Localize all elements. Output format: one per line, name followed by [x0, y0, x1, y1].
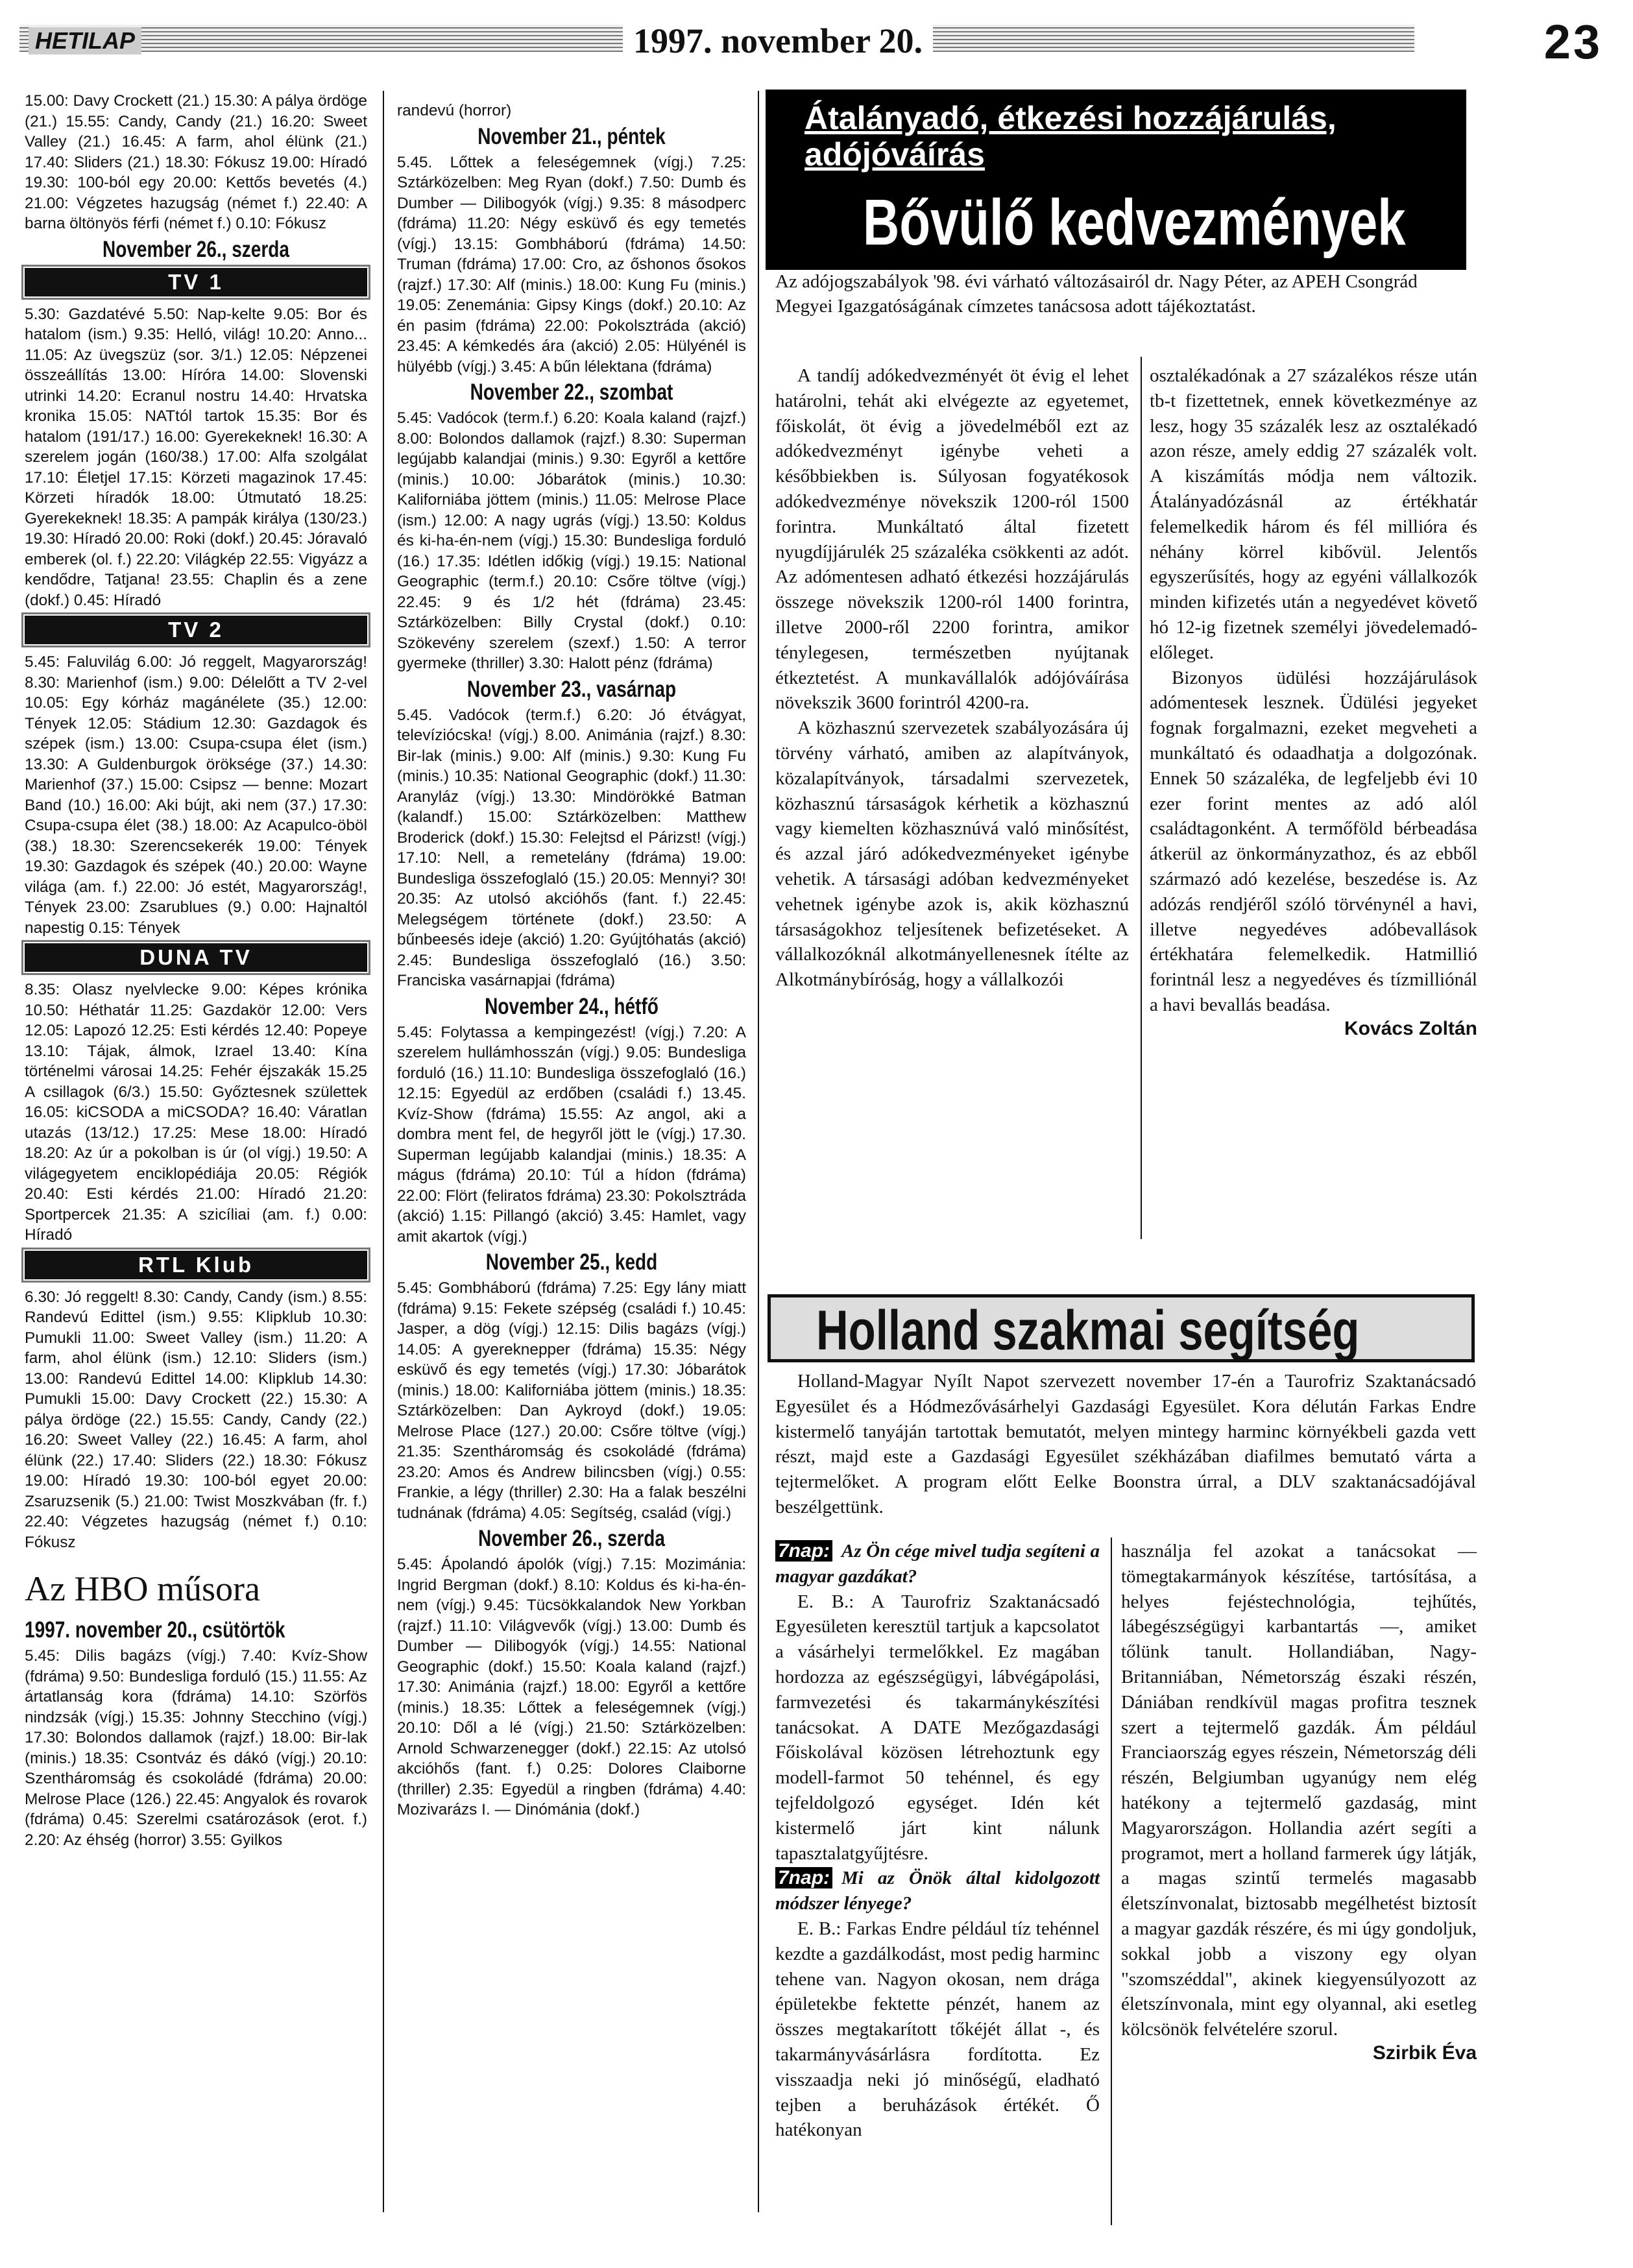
dutch-article-lead — [775, 1369, 1476, 1520]
paragraph: használja fel azokat a tanácsokat — tömegtakarmányok készítése, tartósítása, a helyes fejéstechnológia, tejhűtés, lábegészségügyi karbantartás —, amiket tőlünk tanult. Hollandiában, Nagy-Britanniában, Németország északi részén, Dániában rendkívül magas profitra tesznek szert a tejtermelő gazdák. Ám például Franciaország egyes részein, Németország déli részén, Belgiumban ugyanúgy nem elég hatékony a tejtermelő gazdaság, mint Magyarországon. Hollandia azért segíti a programot, mert a holland farmerek úgy látják, a magas szintű termelés magasabb életszínvonalat, biztosabb megélhetést biztosít a magyar gazdák részére, és mi úgy gondoljuk, sokkal jobb a viszony egy olyan "szomszéddal", akinek kiegyensúlyozott az életszínvonala, mint egy olyannal, aki esetleg kölcsönök felvételére szorul. — [1121, 1541, 1477, 2040]
page-header — [19, 15, 1609, 69]
interview-question — [775, 1866, 1100, 1916]
paragraph: E. B.: A Taurofriz Szaktanácsadó Egyesületen keresztül tartjuk a kapcsolatot a vásárhelyi termelőkkel. Ez magában hordozza az egészségügyi, lábvégápolási, farmvezetési és takarmánykészítési tanácsokat. A DATE Mezőgazdasági Főiskolával közösen létrehoztunk egy modell-farmot 50 tehénnel, és egy tejfeldolgozó egységet. Idén két kistermelő járt kint nálunk tapasztalatgyűjtésre. — [775, 1591, 1100, 1864]
column-rule — [1141, 357, 1142, 1239]
paragraph: A közhasznú szervezetek szabályozására új törvény várható, amiben az alapítványok, közalapítványok, társadalmi szervezetek, közhasznú társaságok kérhetik a közhasznú vagy kiemelten közhasznúvá való minősítést, és azzal járó adókedvezményeket igénybe vehetik. A társasági adóban kedvezményeket vehetnek igénybe azok is, akik közhasznú társaságokhoz teljesítenek befizetéseket. A vállalkozóknál alkotmányellenesnek ítélte az Alkotmánybíróság, hogy a vállalkozói — [775, 718, 1129, 991]
listing-text: 5.45: Faluvilág 6.00: Jó reggelt, Magyarország! 8.30: Marienhof (ism.) 9.00: Délelőtt a TV 2-vel 10.05: Egy kórház magánélete (35.) 12.00: Tények 12.05: Stádium 12.30: Gazdagok és szépek (ism.) 13.00: Csupa-csupa élet (ism.) 13.30: A Guldenburgok öröksége (37.) 14.30: Marienhof (37.) 15.00: Csipsz — benne: Mozart Band (10.) 16.00: Aki bújt, aki nem (37.) 17.30: Csupa-csupa élet (38.) 18.00: Az Acapulco-öböl (38.) 18.30: Szerencsekerék 19.00: Tények 19.30: Gazdagok és szépek (40.) 20.00: Wayne világa (am. f.) 22.00: Jó estét, Magyarország!, Tények 23.00: Zsarublues (9.) 0.00: Hajnaltól napestig 0.15: Tények — [25, 653, 367, 937]
article-headline: Bővülő kedvezmények — [863, 186, 1406, 259]
column-rule — [1111, 1538, 1112, 2225]
tax-article-headline-box — [766, 90, 1466, 270]
interview-question — [775, 1539, 1100, 1589]
tv-column-1 — [25, 91, 367, 1850]
channel-tv2: TV 2 — [25, 616, 367, 644]
dutch-article-headline-box — [768, 1294, 1475, 1362]
question-text: Mi az Önök által kidolgozott módszer lényege? — [775, 1868, 1100, 1914]
article-kicker: Átalányadó, étkezési hozzájárulás, adójóváírás — [804, 100, 1337, 173]
day-heading: November 21., péntek — [478, 123, 666, 149]
listing-text: 5.45: Folytassa a kempingezést! (vígj.) 7.20: A szerelem hullámhosszán (vígj.) 9.05: Bundesliga forduló (16.) 11.10: Bundesliga összefoglaló (16.) 12.15: Egyedül az erdőben (családi f.) 13.45. Kvíz-Show (fdráma) 15.55: Az angol, aki a dombra ment fel, de hegyről jött le (vígj.) 17.30. Superman legújabb kalandjai (minis.) 18.35: A mágus (fdráma) 20.10: Túl a hídon (fdráma) 22.00: Flört (feliratos fdráma) 23.30: Pokolsztráda (akció) 1.15: Pillangó (akció) 3.45: Hamlet, vagy amit akartok (vígj.) — [397, 1023, 746, 1246]
paragraph: Holland-Magyar Nyílt Napot szervezett november 17-én a Taurofriz Szaktanácsadó Egyesület és a Hódmezővásárhelyi Gazdasági Egyesület. Kora délután Farkas Endre kistermelő tanyáján tartottak bemutatót, melyen mintegy harminc környékbeli gazda vett részt, majd este a Gazdasági Egyesület székházában diafilmes bemutató várta a tejtermelőket. A program előtt Eelke Boonstra úrral, a DLV szaktanácsadójával beszélgettünk. — [775, 1371, 1476, 1517]
channel-duna: DUNA TV — [25, 943, 367, 972]
issue-date: 1997. november 20. — [623, 21, 933, 61]
day-heading: November 25., kedd — [485, 1249, 658, 1275]
day-heading: November 24., hétfő — [485, 993, 659, 1019]
paragraph: A tandíj adókedvezményét öt évig el lehet határolni, tehát aki elvégezte az egyetemet, főiskolát, öt évig a jövedelméből ezt az adókedvezményt igénybe veheti a későbbiekben is. Súlyosan fogyatékosok adókedvezménye növekszik 1200-ról 1500 forintra. Munkáltató által fizetett nyugdíjjárulék 25 százaléka csökkenti az adót. Az adómentesen adható étkezési hozzájárulás összege növekszik 1200-ról 1400 forintra, illetve 2000-ről 2200 forintra, amikor ténylegesen, természetben nyújtanak étkeztetést. A munkavállalók adójóváírása növekszik 3600 forintról 4200-ra. — [775, 365, 1129, 714]
article-headline: Holland szakmai segítség — [816, 1299, 1360, 1362]
day-heading: November 26., szerda — [103, 236, 289, 262]
listing-text: 5.30: Gazdatévé 5.50: Nap-kelte 9.05: Bor és hatalom (ism.) 9.35: Helló, világ! 10.20: Anno... 11.05: Az üvegszüz (sor. 3/1.) 12.05: Népzenei összeállítás 13.00: Híróra 14.00: Slovenski utrinki 14.20: Ecranul nostru 14.40: Hrvatska kronika 15.05: NATtól tartok 15.35: Bor és hatalom (191/17.) 16.00: Gyerekeknek! 16.30: A szerelem jogán (160/38.) 17.00: Alfa szolgálat 17.10: Életjel 17.15: Körzeti magazinok 17.45: Körzeti híradók 18.00: Útmutató 18.25: Gyerekeknek! 18.35: A pampák királya (130/23.) 19.30: Híradó 20.00: Roki (dokf.) 20.45: Jóravaló emberek (ol. f.) 22.20: Világkép 22.55: Vigyázz a kendődre, Tatjana! 23.55: Chaplin és a zene (dokf.) 0.45: Híradó — [25, 305, 367, 609]
paragraph: Bizonyos üdülési hozzájárulások adómentesek lesznek. Üdülési jegyeket fognak forgalmazni, ezeket megveheti a munkáltató és odaadhatja a dolgozónak. Ennek 50 százaléka, de legfeljebb évi 10 ezer forint mentes az adó alól családtagonként. A termőföld bérbeadása átkerül az önkormányzathoz, és az ebből származó adó kezelése, beszedése is. Az adózás rendjéről szóló törvénynél a havi, illetve negyedéves adóbevallások értékhatára felemelkedik. Hatmillió forintnál lesz a negyedéves és tízmilliónál a havi bevallás beadása. — [1150, 667, 1477, 1015]
byline: Szirbik Éva — [1372, 2042, 1477, 2064]
column-rule — [758, 91, 759, 2212]
tv-column-2 — [397, 101, 746, 1820]
listing-text: 5.45: Vadócok (term.f.) 6.20: Koala kaland (rajzf.) 8.00: Bolondos dallamok (rajzf.) 8.30: Superman legújabb kalandjai (minis.) 9.30: Egyről a kettőre (minis.) 10.00: Jóbarátok (minis.) 10.30: Kaliforniába jöttem (minis.) 11.05: Melrose Place (ism.) 12.00: A nagy ugrás (vígj.) 13.50: Koldus és ki-ha-én-nem (vígj.) 15.30: Bundesliga forduló (16.) 17.35: Idétlen időkig (vígj.) 19.15: National Geographic (term.f.) 20.10: Csőre töltve (vígj.) 22.45: 9 és 1/2 hét (fdráma) 23.45: Sztárközelben: Billy Crystal (dokf.) 0.10: Szökevény szerelem (szexf.) 1.50: A terror gyermeke (thriller) 3.30: Halott pénz (fdráma) — [397, 409, 746, 672]
day-heading: November 22., szombat — [470, 380, 673, 405]
column-rule — [383, 91, 384, 2212]
hbo-day-heading: 1997. november 20., csütörtök — [25, 1617, 285, 1643]
interview-tag: 7nap: — [775, 1540, 832, 1562]
dutch-article-right-column — [1121, 1539, 1477, 2064]
interview-tag: 7nap: — [775, 1867, 832, 1888]
paragraph: E. B.: Farkas Endre például tíz tehénnel kezdte a gazdálkodást, most pedig harminc tehene van. Nagyon okosan, nem drága épületekbe fektette pénzét, hanem az összes megtakarított tőkéjét állat -, és takarmányvásárlásra fordította. Ez visszaadja neki jó minőségű, eladható tejben a beruházások értékét. Ő hatékonyan — [775, 1918, 1100, 2141]
question-text: Az Ön cége mivel tudja segíteni a magyar gazdákat? — [775, 1541, 1100, 1587]
listing-text: 5.45: Dilis bagázs (vígj.) 7.40: Kvíz-Show (fdráma) 9.50: Bundesliga forduló (15.) 11.55: Az ártatlanság kora (fdráma) 14.10: Szörfös nindzsák (vígj.) 15.35: Johnny Stecchino (vígj.) 17.30: Bolondos dallamok (rajzf.) 18.00: Bir-lak (minis.) 18.35: Csontváz és dákó (vígj.) 20.10: Szentháromság és csokoládé (fdráma) 20.00: Melrose Place (126.) 22.45: Angyalok és rovarok (fdráma) 0.45: Szerelmi csatározások (erot. f.) 2.20: Az éhség (horror) 3.55: Gyilkos — [25, 1647, 367, 1849]
article-lead: Az adójogszabályok '98. évi várható változásairól dr. Nagy Péter, az APEH Csongrád Megyei Igazgatóságának címzetes tanácsosa adott tájékoztatást. — [775, 271, 1418, 317]
publication-name: HETILAP — [29, 27, 141, 54]
tax-article-right-column — [1150, 363, 1477, 1040]
listing-text: 5.45. Vadócok (term.f.) 6.20: Jó étvágyat, televíziócska! (vígj.) 8.00. Animánia (rajzf.) 8.30: Bir-lak (minis.) 9.00: Alf (minis.) 9.30: Kung Fu (minis.) 10.35: National Geographic (dokf.) 11.30: Aranyláz (vígj.) 13.30: Mindörökké Batman (kalandf.) 15.00: Sztárközelben: Matthew Broderick (dokf.) 15.30: Felejtsd el Párizst! (vígj.) 17.10: Nell, a remetelány (fdráma) 19.00: Bundesliga összefoglaló (15.) 20.05: Mennyi? 30! 20.35: Az utolsó akcióhős (fant. f.) 22.45: Melegségem története (dokf.) 23.50: A bűnbeesés ideje (akció) 1.20: Gyújtóhatás (akció) 2.45: Bundesliga összefoglaló (16.) 3.50: Franciska vasárnapjai (fdráma) — [397, 706, 746, 989]
channel-tv1: TV 1 — [25, 268, 367, 296]
day-heading: November 26., szerda — [478, 1526, 665, 1551]
tax-article-left-column — [775, 363, 1129, 993]
listing-text: 5.45. Lőttek a feleségemnek (vígj.) 7.25: Sztárközelben: Meg Ryan (dokf.) 7.50: Dumb és Dumber — Dilibogyók (vígj.) 9.35: 8 másodperc (fdráma) 11.20: Négy esküvő és egy temetés (vígj.) 13.15: Gombháború (fdráma) 14.50: Truman (fdráma) 17.00: Cro, az őshonos ősokos (rajzf.) 17.30: Alf (minis.) 18.00: Kung Fu (minis.) 19.05: Zenemánia: Gipsy Kings (dokf.) 20.10: Az én pasim (fdráma) 22.00: Pokolsztráda (akció) 23.45: A kémkedés ára (akció) 2.05: Hülyénél is hülyébb (vígj.) 3.45: A bűn lélektana (fdráma) — [397, 153, 746, 376]
dutch-article-left-column — [775, 1539, 1100, 2143]
listing-text: 15.00: Davy Crockett (21.) 15.30: A pálya ördöge (21.) 15.55: Candy, Candy (21.) 16.20: Sweet Valley (21.) 16.45: A farm, ahol élünk (21.) 17.40: Sliders (21.) 18.30: Fókusz 19.00: Híradó 19.30: 100-ból egy 20.00: Kettős bevetés (4.) 21.00: Végzetes hazugság (német f.) 22.40: A barna öltönyös férfi (német f.) 0.10: Fókusz — [25, 92, 367, 232]
hbo-title: Az HBO műsora — [25, 1569, 260, 1608]
channel-rtl: RTL Klub — [25, 1251, 367, 1279]
paragraph: osztalékadónak a 27 százalékos része után tb-t fizettetnek, ennek következménye az lesz, hogy 35 százalék lesz az osztalékadó azon része, amely eddig 27 százalék volt. A kiszámítás módja nem változik. Átalányadózásnál az értékhatár felemelkedik három és fél millióra és néhány körrel kibővül. Jelentős egyszerűsítés, hogy az egyéni vállalkozók minden kifizetés után a negyedévet követő hó 12-ig fizetnek személyi jövedelemadó-előleget. — [1150, 365, 1477, 663]
listing-text: 6.30: Jó reggelt! 8.30: Candy, Candy (ism.) 8.55: Randevú Edittel (ism.) 9.55: Klipklub 10.30: Pumukli 11.00: Sweet Valley (ism.) 11.20: A farm, ahol élünk (ism.) 12.10: Sliders (ism.) 13.00: Randevú Edittel 14.00: Klipklub 14.30: Pumukli 15.00: Davy Crockett (22.) 15.30: A pálya ördöge (22.) 15.55: Candy, Candy (22.) 16.20: Sweet Valley (22.) 16.45: A farm, ahol élünk (22.) 17.40: Sliders (22.) 18.30: Fókusz 19.00: Híradó 19.30: 100-ból egyet 20.00: Zsaruzsenik (5.) 21.00: Twist Moszkvában (fr. f.) 22.40: Végzetes hazugság (német f.) 0.10: Fókusz — [25, 1288, 367, 1551]
listing-text: 5.45: Gombháború (fdráma) 7.25: Egy lány miatt (fdráma) 9.15: Fekete szépség (családi f.) 10.45: Jasper, a dög (vígj.) 12.15: Dilis bagázs (vígj.) 14.05: A gyereknepper (fdráma) 15.35: Négy esküvő és egy temetés (vígj.) 17.30: Jóbarátok (minis.) 18.00: Kaliforniába jöttem (minis.) 18.35: Sztárközelben: Dan Aykroyd (dokf.) 19.05: Melrose Place (127.) 20.00: Csőre töltve (vígj.) 21.35: Szentháromság és csokoládé (fdráma) 23.20: Amos és Andrew bilincsben (vígj.) 0.55: Frankie, a légy (thriller) 2.30: Ha a falak beszélni tudnának (fdráma) 4.05: Segítség, család (vígj.) — [397, 1279, 746, 1522]
byline: Kovács Zoltán — [1344, 1017, 1477, 1039]
page-number: 23 — [1543, 15, 1603, 69]
listing-text: 5.45: Ápolandó ápolók (vígj.) 7.15: Mozimánia: Ingrid Bergman (dokf.) 8.10: Koldus és ki-ha-én-nem (vígj.) 9.45: Tücsökkalandok New Yorkban (rajzf.) 11.10: Világvevők (vígj.) 13.00: Dumb és Dumber — Dilibogyók (vígj.) 14.55: National Geographic (dokf.) 15.50: Koala kaland (rajzf.) 17.30: Animánia (rajzf.) 18.00: Egyről a kettőre (minis.) 18.35: Lőttek a feleségemnek (vígj.) 20.10: Dől a lé (vígj.) 21.50: Sztárközelben: Arnold Schwarzenegger (dokf.) 22.15: Az utolsó akcióhős (fant. f.) 0.25: Dolores Claiborne (thriller) 2.35: Egyedül a ringben (fdráma) 4.40: Mozivarázs I. — Dinómánia (dokf.) — [397, 1556, 746, 1818]
day-heading: November 23., vasárnap — [466, 676, 677, 702]
listing-text: 8.35: Olasz nyelvlecke 9.00: Képes krónika 10.50: Héthatár 11.25: Gazdakör 12.00: Vers 12.05: Lapozó 12.25: Esti kérdés 12.40: Popeye 13.10: Tájak, álmok, Izrael 13.40: Kína történelmi városai 14.25: Fehér éjszakák 15.25 A csillagok (6/3.) 15.50: Győztesnek születtek 16.05: kiCSODA a miCSODA? 16.40: Váratlan utazás (13/12.) 17.25: Mese 18.00: Híradó 18.20: Az úr a pokolban is úr (ol vígj.) 19.50: A világegyetem enciklopédiája 20.05: Régiók 20.40: Esti kérdés 21.00: Híradó 21.20: Sportpercek 21.35: A szicíliai (am. f.) 0.00: Híradó — [25, 981, 367, 1244]
listing-text: randevú (horror) — [397, 102, 512, 119]
